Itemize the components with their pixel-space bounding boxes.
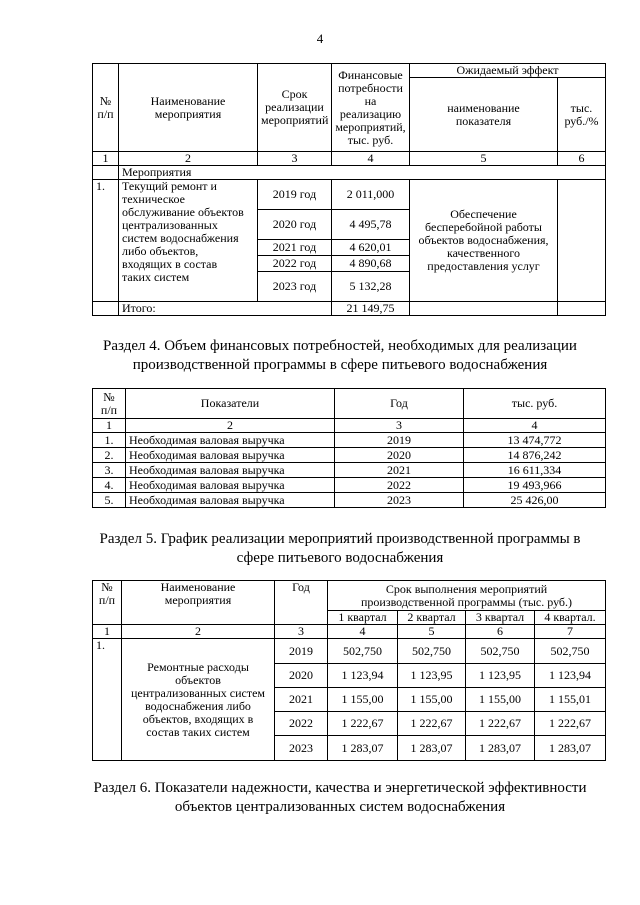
col-number: 7: [535, 625, 606, 639]
col-header-name: Наименование мероприятия: [122, 581, 275, 625]
row-year: 2023: [335, 493, 464, 508]
col-number: 6: [558, 152, 606, 166]
col-number: 2: [126, 419, 335, 433]
schedule-table: [92, 580, 606, 761]
table-row: [93, 448, 606, 463]
row-year: 2021: [275, 688, 328, 712]
year-cell: 2021 год: [258, 240, 332, 256]
col-header-q2: 2 квартал: [398, 611, 466, 625]
finance-cell: 4 495,78: [332, 210, 410, 240]
col-number: 4: [328, 625, 398, 639]
table-row: [93, 433, 606, 448]
year-cell: 2023 год: [258, 272, 332, 302]
col-number: 3: [335, 419, 464, 433]
q1-value: 1 283,07: [328, 736, 398, 761]
col-header-indicator: наименование показателя: [410, 78, 558, 152]
row-year: 2021: [335, 463, 464, 478]
row-value: 14 876,242: [464, 448, 606, 463]
q2-value: 502,750: [398, 639, 466, 664]
col-number: 3: [275, 625, 328, 639]
q2-value: 1 222,67: [398, 712, 466, 736]
q1-value: 1 155,00: [328, 688, 398, 712]
row-name: Необходимая валовая выручка: [126, 493, 335, 508]
q2-value: 1 155,00: [398, 688, 466, 712]
row-year: 2023: [275, 736, 328, 761]
col-number: 4: [464, 419, 606, 433]
q1-value: 1 123,94: [328, 664, 398, 688]
q4-value: 502,750: [535, 639, 606, 664]
row-year: 2019: [335, 433, 464, 448]
col-header-num: № п/п: [93, 389, 126, 419]
col-number: 2: [119, 152, 258, 166]
row-value: 13 474,772: [464, 433, 606, 448]
col-number: 2: [122, 625, 275, 639]
q4-value: 1 123,94: [535, 664, 606, 688]
section-4-title: Раздел 4. Объем финансовых потребностей, необходимых для реализации производственной программы в сфере питьевого водоснабжения: [103, 338, 577, 373]
col-number: 1: [93, 419, 126, 433]
q4-value: 1 155,01: [535, 688, 606, 712]
col-number: 6: [466, 625, 535, 639]
col-header-period: Срок выполнения мероприятий производственной программы (тыс. руб.): [328, 581, 606, 611]
col-header-q4: 4 квартал.: [535, 611, 606, 625]
q1-value: 502,750: [328, 639, 398, 664]
col-number: 1: [93, 152, 119, 166]
col-header-indicators: Показатели: [126, 389, 335, 419]
row-name: Необходимая валовая выручка: [126, 448, 335, 463]
row-name: Необходимая валовая выручка: [126, 463, 335, 478]
item-name: Ремонтные расходы объектов централизованных систем водоснабжения либо объектов, входящих в состав таких систем: [122, 639, 275, 761]
col-header-finance: Финансовые потребности на реализацию мероприятий, тыс. руб.: [332, 64, 410, 152]
col-number: 1: [93, 625, 122, 639]
q4-value: 1 283,07: [535, 736, 606, 761]
revenue-table: [92, 388, 606, 508]
finance-cell: 4 620,01: [332, 240, 410, 256]
col-header-num: № п/п: [93, 64, 119, 152]
row-num: 5.: [93, 493, 126, 508]
row-year: 2022: [335, 478, 464, 493]
row-year: 2020: [275, 664, 328, 688]
q3-value: 1 123,95: [466, 664, 535, 688]
table-row: [93, 478, 606, 493]
row-year: 2020: [335, 448, 464, 463]
row-year: 2022: [275, 712, 328, 736]
year-cell: 2022 год: [258, 256, 332, 272]
col-number: 5: [398, 625, 466, 639]
year-cell: 2019 год: [258, 180, 332, 210]
finance-cell: 5 132,28: [332, 272, 410, 302]
row-value: 25 426,00: [464, 493, 606, 508]
row-name: Необходимая валовая выручка: [126, 433, 335, 448]
q3-value: 1 222,67: [466, 712, 535, 736]
col-header-year: Год: [275, 581, 328, 625]
row-num: 1.: [93, 433, 126, 448]
year-cell: 2020 год: [258, 210, 332, 240]
section-5-title: Раздел 5. График реализации мероприятий производственной программы в сфере питьевого водоснабжения: [99, 531, 581, 566]
total-value: 21 149,75: [332, 302, 410, 316]
row-num: 4.: [93, 478, 126, 493]
table-row: [93, 639, 606, 664]
item-name: Текущий ремонт и техническое обслуживание объектов централизованных систем водоснабжения либо объектов, входящих в состав таких систем: [119, 180, 258, 302]
q4-value: 1 222,67: [535, 712, 606, 736]
row-num: 3.: [93, 463, 126, 478]
section-6-title: Раздел 6. Показатели надежности, качества и энергетической эффективности объектов централизованных систем водоснабжения: [93, 780, 587, 815]
col-header-num: № п/п: [93, 581, 122, 625]
q3-value: 1 283,07: [466, 736, 535, 761]
col-number: 3: [258, 152, 332, 166]
item-number: 1.: [93, 180, 119, 302]
col-number: 4: [332, 152, 410, 166]
q2-value: 1 283,07: [398, 736, 466, 761]
col-header-name: Наименование мероприятия: [119, 64, 258, 152]
col-header-q1: 1 квартал: [328, 611, 398, 625]
col-header-year: Год: [335, 389, 464, 419]
row-value: 19 493,966: [464, 478, 606, 493]
col-header-amount: тыс. руб.: [464, 389, 606, 419]
finance-cell: 2 011,000: [332, 180, 410, 210]
col-header-period: Срок реализации мероприятий: [258, 64, 332, 152]
table-row: [93, 493, 606, 508]
page-number: 4: [316, 31, 324, 46]
q2-value: 1 123,95: [398, 664, 466, 688]
item-number: 1.: [93, 639, 122, 761]
q3-value: 1 155,00: [466, 688, 535, 712]
table-row: [93, 463, 606, 478]
section-label: Мероприятия: [119, 166, 606, 180]
row-name: Необходимая валовая выручка: [126, 478, 335, 493]
row-num: 2.: [93, 448, 126, 463]
row-value: 16 611,334: [464, 463, 606, 478]
effect-text: Обеспечение бесперебойной работы объектов водоснабжения, качественного предоставления услуг: [410, 180, 558, 302]
row-year: 2019: [275, 639, 328, 664]
col-header-effect: Ожидаемый эффект: [410, 64, 606, 78]
col-header-unit: тыс. руб./%: [558, 78, 606, 152]
q3-value: 502,750: [466, 639, 535, 664]
col-number: 5: [410, 152, 558, 166]
finance-cell: 4 890,68: [332, 256, 410, 272]
measures-table: [92, 63, 606, 316]
total-label: Итого:: [119, 302, 332, 316]
col-header-q3: 3 квартал: [466, 611, 535, 625]
q1-value: 1 222,67: [328, 712, 398, 736]
